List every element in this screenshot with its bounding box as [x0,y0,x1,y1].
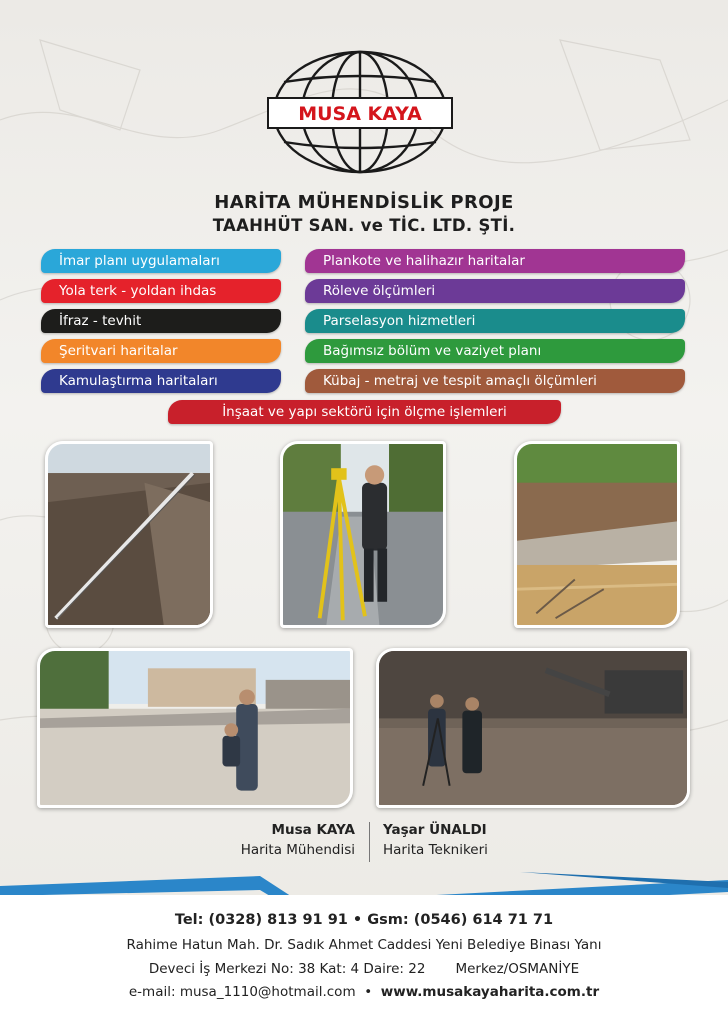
contact-address-building: Deveci İş Merkezi No: 38 Kat: 4 Daire: 22 [148,961,426,977]
service-right-4: Bağımsız bölüm ve vaziyet planı [305,339,685,363]
service-left-3: İfraz - tevhit [41,309,281,333]
service-right-1: Plankote ve halihazır haritalar [305,249,685,273]
company-logo [262,48,458,176]
person-first-name: Musa [271,822,312,838]
contact-address-line1: Rahime Hatun Mah. Dr. Sadık Ahmet Caddesi Yeni Belediye Binası Yanı [126,937,602,953]
logo-brand-text: MUSA KAYA [298,103,422,125]
service-right-2: Röleve ölçümleri [305,279,685,303]
globe-icon [262,48,458,176]
contact-phones: Tel: (0328) 813 91 91 • Gsm: (0546) 614 71 71 [174,912,554,928]
service-left-4: Şeritvari haritalar [41,339,281,363]
contact-email[interactable]: e-mail: musa_1110@hotmail.com [128,984,356,1000]
service-left-5: Kamulaştırma haritaları [41,369,281,393]
service-left-1: İmar planı uygulamaları [41,249,281,273]
person-last-name: ÜNALDI [429,822,487,838]
contact-city: Merkez/OSMANİYE [455,961,580,977]
contact-bullet: • [364,984,373,1000]
person-musa-kaya [190,822,355,858]
photo-pipeline-trench [45,441,213,628]
person-yasar-unaldi [383,822,543,858]
company-name-line1: HARİTA MÜHENDİSLİK PROJE [214,192,514,213]
photo-surveyor-road [280,441,446,628]
service-center: İnşaat ve yapı sektörü için ölçme işlemleri [168,400,561,424]
person-first-name: Yaşar [383,822,425,838]
contact-website-link[interactable]: www.musakayaharita.com.tr [380,984,600,1000]
contact-address-line2 [0,961,728,977]
photo-excavation-team [376,648,690,808]
company-name-line2: TAAHHÜT SAN. ve TİC. LTD. ŞTİ. [212,216,516,235]
contact-online [0,984,728,1000]
person-role: Harita Teknikeri [383,842,488,858]
people-divider [369,822,370,862]
photo-construction-pit [514,441,680,628]
person-role: Harita Mühendisi [240,842,355,858]
photo-site-surveying [37,648,353,808]
service-right-5: Kübaj - metraj ve tespit amaçlı ölçümleri [305,369,685,393]
service-right-3: Parselasyon hizmetleri [305,309,685,333]
person-last-name: KAYA [316,822,355,838]
service-left-2: Yola terk - yoldan ihdas [41,279,281,303]
